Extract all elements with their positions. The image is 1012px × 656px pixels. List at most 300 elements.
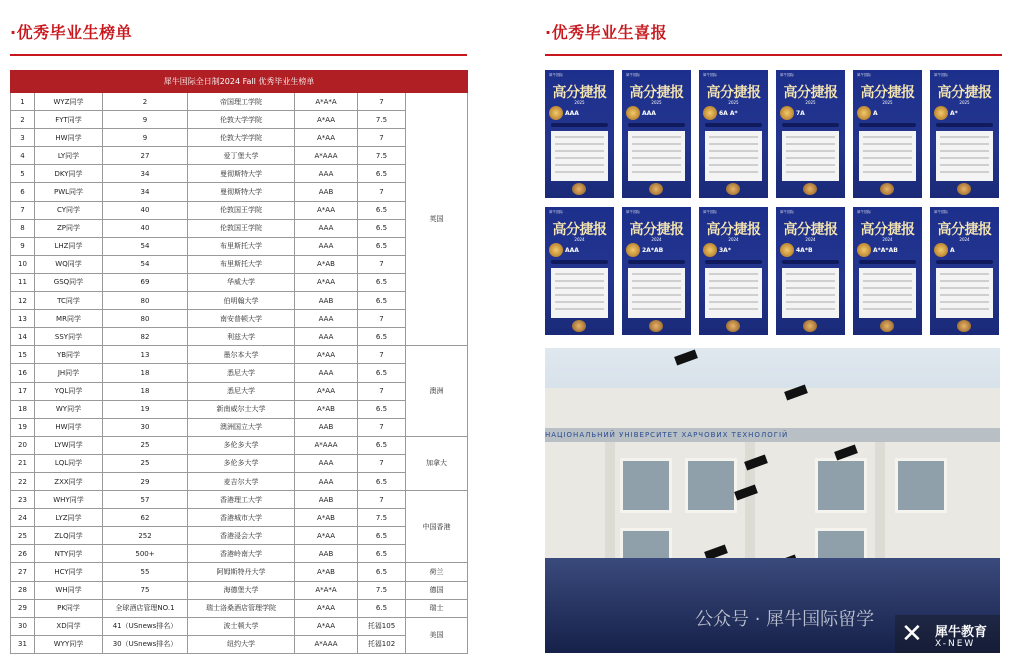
- region-cell: 澳洲: [406, 346, 468, 436]
- ranking: 18: [103, 364, 188, 382]
- sheet-line: [555, 136, 604, 138]
- university: 香港城市大学: [188, 509, 295, 527]
- card-title: 高分捷报: [629, 85, 684, 101]
- table-row: [11, 545, 468, 563]
- sheet-line: [863, 171, 912, 173]
- table-row: [11, 635, 468, 653]
- university: 布里斯托大学: [188, 255, 295, 273]
- score-report-card: [776, 70, 845, 198]
- card-logo: 犀牛国际: [934, 210, 948, 214]
- card-bar: [782, 260, 839, 264]
- sheet-line: [863, 301, 912, 303]
- table-caption: 犀牛国际全日制2024 Fall 优秀毕业生榜单: [11, 71, 468, 93]
- sheet-line: [940, 301, 989, 303]
- card-title: 高分捷报: [937, 85, 992, 101]
- card-bar: [551, 260, 608, 264]
- student-name: XD同学: [35, 617, 103, 635]
- card-score: A: [950, 247, 955, 254]
- university: 伦敦大学学院: [188, 111, 295, 129]
- table-row: [11, 364, 468, 382]
- sheet-line: [632, 164, 681, 166]
- sheet-line: [555, 273, 604, 275]
- sheet-line: [632, 136, 681, 138]
- a-level-grades: A*AB: [295, 255, 358, 273]
- sheet-line: [786, 294, 835, 296]
- ranking: 19: [103, 400, 188, 418]
- table-row: [11, 418, 468, 436]
- language-score: 托福102: [358, 635, 406, 653]
- student-name: WHY同学: [35, 491, 103, 509]
- ranking: 40: [103, 219, 188, 237]
- student-name: LHZ同学: [35, 237, 103, 255]
- ranking: 41（USnews排名）: [103, 617, 188, 635]
- sheet-line: [709, 273, 758, 275]
- row-number: 1: [11, 93, 35, 111]
- university: 利兹大学: [188, 328, 295, 346]
- university: 南安普顿大学: [188, 310, 295, 328]
- table-row: [11, 454, 468, 472]
- language-score: 6.5: [358, 201, 406, 219]
- row-number: 14: [11, 328, 35, 346]
- university: 曼彻斯特大学: [188, 165, 295, 183]
- ranking: 29: [103, 472, 188, 490]
- card-logo: 犀牛国际: [780, 210, 794, 214]
- card-year: 2025: [882, 100, 893, 105]
- region-cell: 荷兰: [406, 563, 468, 581]
- student-name: WQ同学: [35, 255, 103, 273]
- sheet-line: [863, 287, 912, 289]
- a-level-grades: A*AB: [295, 509, 358, 527]
- table-row: [11, 563, 468, 581]
- student-name: LQL同学: [35, 454, 103, 472]
- ranking: 9: [103, 129, 188, 147]
- card-score: AAA: [565, 247, 579, 254]
- sheet-line: [940, 171, 989, 173]
- university: 多伦多大学: [188, 454, 295, 472]
- a-level-grades: AAA: [295, 364, 358, 382]
- a-level-grades: A*AAA: [295, 147, 358, 165]
- university: 悉尼大学: [188, 382, 295, 400]
- sheet-line: [632, 308, 681, 310]
- building-window: [620, 458, 672, 513]
- sheet-line: [940, 294, 989, 296]
- student-name: YQL同学: [35, 382, 103, 400]
- card-logo: 犀牛国际: [857, 210, 871, 214]
- sheet-line: [709, 157, 758, 159]
- medal-icon: [626, 106, 640, 120]
- sheet-line: [555, 171, 604, 173]
- card-bar: [628, 123, 685, 127]
- sheet-line: [555, 143, 604, 145]
- student-name: NTY同学: [35, 545, 103, 563]
- brand-name-en: X-NEW: [935, 639, 976, 649]
- score-cards-row-2025: [545, 70, 1002, 198]
- coin-icon: [572, 183, 586, 195]
- ranking: 30: [103, 418, 188, 436]
- sheet-line: [632, 143, 681, 145]
- sheet-line: [555, 164, 604, 166]
- sheet-line: [632, 171, 681, 173]
- coin-icon: [957, 320, 971, 332]
- row-number: 26: [11, 545, 35, 563]
- row-number: 18: [11, 400, 35, 418]
- table-row: [11, 273, 468, 291]
- medal-icon: [703, 243, 717, 257]
- ranking: 40: [103, 201, 188, 219]
- score-report-card: [622, 70, 691, 198]
- medal-icon: [857, 243, 871, 257]
- score-report-card: [699, 207, 768, 335]
- ranking: 30（USnews排名）: [103, 635, 188, 653]
- medal-icon: [934, 243, 948, 257]
- language-score: 7.5: [358, 509, 406, 527]
- card-bar: [705, 260, 762, 264]
- a-level-grades: A*AA: [295, 129, 358, 147]
- sheet-line: [940, 136, 989, 138]
- table-row: [11, 400, 468, 418]
- region-cell: 瑞士: [406, 599, 468, 617]
- sheet-line: [709, 136, 758, 138]
- coin-icon: [726, 320, 740, 332]
- card-score: 4A*B: [796, 247, 813, 254]
- language-score: 7: [358, 255, 406, 273]
- sheet-line: [940, 157, 989, 159]
- a-level-grades: AAA: [295, 237, 358, 255]
- building-window: [895, 458, 947, 513]
- coin-icon: [803, 183, 817, 195]
- card-year: 2024: [882, 237, 893, 242]
- language-score: 7: [358, 491, 406, 509]
- sheet-line: [940, 287, 989, 289]
- language-score: 6.5: [358, 237, 406, 255]
- sheet-line: [555, 301, 604, 303]
- student-name: GSQ同学: [35, 273, 103, 291]
- sheet-line: [940, 280, 989, 282]
- table-row: [11, 292, 468, 310]
- result-sheet: [782, 131, 839, 181]
- language-score: 6.5: [358, 219, 406, 237]
- result-sheet: [628, 131, 685, 181]
- card-title: 高分捷报: [860, 85, 915, 101]
- student-name: WYZ同学: [35, 93, 103, 111]
- row-number: 28: [11, 581, 35, 599]
- result-sheet: [936, 268, 993, 318]
- language-score: 7: [358, 382, 406, 400]
- university: 香港岭南大学: [188, 545, 295, 563]
- brand-logo-icon: ✕: [901, 619, 923, 649]
- student-name: FYT同学: [35, 111, 103, 129]
- student-name: PK同学: [35, 599, 103, 617]
- a-level-grades: AAB: [295, 545, 358, 563]
- card-logo: 犀牛国际: [549, 73, 563, 77]
- ranking: 34: [103, 165, 188, 183]
- medal-icon: [703, 106, 717, 120]
- table-row: [11, 310, 468, 328]
- sheet-line: [863, 136, 912, 138]
- left-section-title: ·优秀毕业生榜单: [10, 23, 133, 42]
- row-number: 8: [11, 219, 35, 237]
- ranking: 82: [103, 328, 188, 346]
- ranking: 69: [103, 273, 188, 291]
- score-report-card: [853, 207, 922, 335]
- region-cell: 德国: [406, 581, 468, 599]
- university: 华威大学: [188, 273, 295, 291]
- sheet-line: [709, 287, 758, 289]
- coin-icon: [649, 320, 663, 332]
- table-row: [11, 599, 468, 617]
- coin-icon: [649, 183, 663, 195]
- student-name: LYZ同学: [35, 509, 103, 527]
- university: 多伦多大学: [188, 436, 295, 454]
- card-score: A*A*AB: [873, 247, 898, 254]
- sheet-line: [786, 157, 835, 159]
- graduation-photo: [545, 348, 1000, 653]
- sheet-line: [555, 287, 604, 289]
- card-score: A: [873, 110, 878, 117]
- table-row: [11, 147, 468, 165]
- result-sheet: [628, 268, 685, 318]
- card-logo: 犀牛国际: [626, 210, 640, 214]
- row-number: 7: [11, 201, 35, 219]
- row-number: 11: [11, 273, 35, 291]
- sheet-line: [632, 287, 681, 289]
- a-level-grades: A*AA: [295, 346, 358, 364]
- score-report-card: [622, 207, 691, 335]
- card-year: 2024: [574, 237, 585, 242]
- card-score: 7A: [796, 110, 805, 117]
- card-bar: [936, 123, 993, 127]
- sheet-line: [555, 157, 604, 159]
- sheet-line: [786, 308, 835, 310]
- sheet-line: [786, 143, 835, 145]
- coin-icon: [957, 183, 971, 195]
- sheet-line: [786, 280, 835, 282]
- university: 帝国理工学院: [188, 93, 295, 111]
- a-level-grades: A*A*A: [295, 581, 358, 599]
- row-number: 10: [11, 255, 35, 273]
- ranking: 62: [103, 509, 188, 527]
- ranking: 75: [103, 581, 188, 599]
- table-row: [11, 581, 468, 599]
- student-name: WYY同学: [35, 635, 103, 653]
- result-sheet: [859, 268, 916, 318]
- card-title: 高分捷报: [552, 222, 607, 238]
- sheet-line: [863, 157, 912, 159]
- sheet-line: [709, 171, 758, 173]
- sheet-line: [709, 143, 758, 145]
- table-row: [11, 617, 468, 635]
- university: 澳洲国立大学: [188, 418, 295, 436]
- ranking: 25: [103, 436, 188, 454]
- sheet-line: [786, 171, 835, 173]
- a-level-grades: AAB: [295, 292, 358, 310]
- row-number: 6: [11, 183, 35, 201]
- student-name: MR同学: [35, 310, 103, 328]
- result-sheet: [705, 268, 762, 318]
- language-score: 7: [358, 183, 406, 201]
- card-year: 2025: [959, 100, 970, 105]
- building-window: [815, 458, 867, 513]
- card-title: 高分捷报: [783, 85, 838, 101]
- a-level-grades: AAA: [295, 472, 358, 490]
- a-level-grades: A*AA: [295, 617, 358, 635]
- university: 墨尔本大学: [188, 346, 295, 364]
- card-logo: 犀牛国际: [626, 73, 640, 77]
- a-level-grades: AAB: [295, 418, 358, 436]
- language-score: 7: [358, 454, 406, 472]
- a-level-grades: A*AA: [295, 201, 358, 219]
- student-name: HW同学: [35, 129, 103, 147]
- card-year: 2025: [805, 100, 816, 105]
- result-sheet: [936, 131, 993, 181]
- language-score: 6.5: [358, 273, 406, 291]
- brand-name-cn: 犀牛教育: [935, 625, 988, 640]
- table-row: [11, 111, 468, 129]
- sheet-line: [632, 301, 681, 303]
- card-bar: [551, 123, 608, 127]
- card-logo: 犀牛国际: [703, 73, 717, 77]
- university: 新南威尔士大学: [188, 400, 295, 418]
- sheet-line: [863, 150, 912, 152]
- row-number: 20: [11, 436, 35, 454]
- card-title: 高分捷报: [706, 222, 761, 238]
- university: 伦敦大学学院: [188, 129, 295, 147]
- result-sheet: [859, 131, 916, 181]
- card-score: 3A*: [719, 247, 731, 254]
- row-number: 5: [11, 165, 35, 183]
- ranking: 18: [103, 382, 188, 400]
- score-report-card: [853, 70, 922, 198]
- a-level-grades: A*AA: [295, 273, 358, 291]
- ranking: 34: [103, 183, 188, 201]
- a-level-grades: A*AB: [295, 563, 358, 581]
- language-score: 托福105: [358, 617, 406, 635]
- card-logo: 犀牛国际: [780, 73, 794, 77]
- language-score: 6.5: [358, 364, 406, 382]
- ranking: 57: [103, 491, 188, 509]
- sheet-line: [555, 294, 604, 296]
- row-number: 31: [11, 635, 35, 653]
- university: 曼彻斯特大学: [188, 183, 295, 201]
- university: 伯明翰大学: [188, 292, 295, 310]
- row-number: 13: [11, 310, 35, 328]
- a-level-grades: A*AA: [295, 111, 358, 129]
- right-title-rule: [545, 54, 1002, 56]
- sheet-line: [786, 150, 835, 152]
- score-report-card: [545, 207, 614, 335]
- ranking: 2: [103, 93, 188, 111]
- row-number: 16: [11, 364, 35, 382]
- table-row: [11, 527, 468, 545]
- student-name: DKY同学: [35, 165, 103, 183]
- table-row: [11, 165, 468, 183]
- card-logo: 犀牛国际: [934, 73, 948, 77]
- row-number: 30: [11, 617, 35, 635]
- ranking: 全球酒店管理NO.1: [103, 599, 188, 617]
- language-score: 6.5: [358, 545, 406, 563]
- row-number: 29: [11, 599, 35, 617]
- a-level-grades: AAA: [295, 310, 358, 328]
- medal-icon: [626, 243, 640, 257]
- a-level-grades: AAB: [295, 491, 358, 509]
- row-number: 4: [11, 147, 35, 165]
- student-name: TC同学: [35, 292, 103, 310]
- card-year: 2025: [651, 100, 662, 105]
- language-score: 6.5: [358, 165, 406, 183]
- coin-icon: [880, 183, 894, 195]
- student-name: WH同学: [35, 581, 103, 599]
- medal-icon: [780, 243, 794, 257]
- a-level-grades: A*AA: [295, 599, 358, 617]
- ranking: 500+: [103, 545, 188, 563]
- language-score: 7: [358, 129, 406, 147]
- card-year: 2024: [959, 237, 970, 242]
- score-cards-row-2024: [545, 207, 1002, 335]
- card-year: 2025: [728, 100, 739, 105]
- sheet-line: [940, 164, 989, 166]
- sheet-line: [940, 308, 989, 310]
- language-score: 6.5: [358, 472, 406, 490]
- sheet-line: [786, 164, 835, 166]
- table-row: [11, 255, 468, 273]
- a-level-grades: A*AAA: [295, 635, 358, 653]
- row-number: 15: [11, 346, 35, 364]
- row-number: 19: [11, 418, 35, 436]
- brand-badge: [895, 615, 1000, 653]
- right-section-title: ·优秀毕业生喜报: [545, 23, 668, 42]
- student-name: LYW同学: [35, 436, 103, 454]
- sheet-line: [940, 273, 989, 275]
- language-score: 7: [358, 346, 406, 364]
- medal-icon: [934, 106, 948, 120]
- card-score: AAA: [642, 110, 656, 117]
- table-row: [11, 93, 468, 111]
- table-row: [11, 382, 468, 400]
- card-bar: [782, 123, 839, 127]
- ranking: 9: [103, 111, 188, 129]
- sheet-line: [709, 294, 758, 296]
- student-name: JH同学: [35, 364, 103, 382]
- sheet-line: [632, 294, 681, 296]
- university: 伦敦国王学院: [188, 201, 295, 219]
- sheet-line: [863, 294, 912, 296]
- language-score: 7: [358, 418, 406, 436]
- region-cell: 中国香港: [406, 491, 468, 563]
- row-number: 25: [11, 527, 35, 545]
- row-number: 24: [11, 509, 35, 527]
- table-row: [11, 328, 468, 346]
- medal-icon: [549, 243, 563, 257]
- language-score: 6.5: [358, 400, 406, 418]
- language-score: 6.5: [358, 292, 406, 310]
- card-title: 高分捷报: [860, 222, 915, 238]
- student-name: SSY同学: [35, 328, 103, 346]
- medal-icon: [780, 106, 794, 120]
- ranking: 252: [103, 527, 188, 545]
- sheet-line: [863, 280, 912, 282]
- score-report-card: [699, 70, 768, 198]
- language-score: 6.5: [358, 328, 406, 346]
- card-title: 高分捷报: [552, 85, 607, 101]
- coin-icon: [726, 183, 740, 195]
- language-score: 7.5: [358, 111, 406, 129]
- student-name: ZXX同学: [35, 472, 103, 490]
- card-logo: 犀牛国际: [549, 210, 563, 214]
- graduate-ranking-table-wrap: [10, 70, 467, 654]
- result-sheet: [551, 268, 608, 318]
- sheet-line: [555, 308, 604, 310]
- student-name: HCY同学: [35, 563, 103, 581]
